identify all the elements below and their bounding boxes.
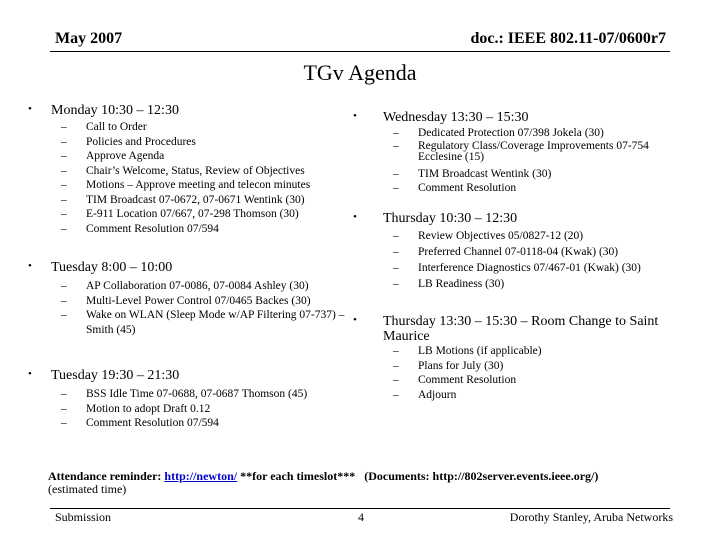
list-item: – LB Motions (if applicable) bbox=[393, 345, 542, 357]
list-item: – Chair’s Welcome, Status, Review of Objectives bbox=[61, 164, 305, 177]
bullet: • bbox=[28, 103, 32, 115]
list-item: – Policies and Procedures bbox=[61, 135, 196, 148]
list-item: – TIM Broadcast 07-0672, 07-0671 Wentink (30) bbox=[61, 193, 305, 206]
item-list bbox=[393, 126, 653, 196]
documents-link-text: (Documents: http://802server.events.ieee.org/) bbox=[364, 469, 599, 483]
list-item: – Preferred Channel 07-0118-04 (Kwak) (30) bbox=[393, 246, 619, 258]
page-number: 4 bbox=[358, 510, 364, 524]
list-item: – Comment Resolution bbox=[393, 182, 517, 194]
list-item: – TIM Broadcast Wentink (30) bbox=[393, 167, 552, 180]
bullet: • bbox=[353, 314, 357, 326]
list-item: – Motions – Approve meeting and telecon minutes bbox=[61, 179, 311, 191]
bullet: • bbox=[353, 211, 357, 223]
attendance-suffix: **for each timeslot*** bbox=[240, 469, 356, 483]
list-item: – AP Collaboration 07-0086, 07-0084 Ashley (30) bbox=[61, 280, 309, 292]
item-list bbox=[61, 279, 351, 337]
item-list bbox=[61, 120, 310, 236]
estimated-time-note: (estimated time) bbox=[48, 482, 127, 496]
list-item: – Approve Agenda bbox=[61, 150, 165, 162]
list-item: – E-911 Location 07/667, 07-298 Thomson (30) bbox=[61, 208, 299, 220]
session-heading: Tuesday 19:30 – 21:30 bbox=[51, 368, 180, 383]
item-list bbox=[393, 228, 641, 292]
session-heading: Tuesday 8:00 – 10:00 bbox=[51, 260, 173, 275]
session-heading: Monday 10:30 – 12:30 bbox=[51, 103, 179, 118]
list-item: – Interference Diagnostics 07/467-01 (Kwak) (30) bbox=[393, 262, 641, 274]
bullet: • bbox=[28, 368, 32, 380]
footer-author: Dorothy Stanley, Aruba Networks bbox=[509, 510, 673, 524]
list-item: – Review Objectives 05/0827-12 (20) bbox=[393, 230, 584, 242]
list-item: – Multi-Level Power Control 07/0465 Backes (30) bbox=[61, 294, 311, 307]
list-item: – Plans for July (30) bbox=[393, 359, 504, 372]
page-title: TGv Agenda bbox=[303, 60, 417, 85]
item-list bbox=[61, 387, 307, 431]
footer-rule bbox=[50, 508, 670, 509]
bullet: • bbox=[353, 110, 357, 122]
session-heading: Thursday 13:30 – 15:30 – Room Change to Saint Maurice bbox=[383, 314, 659, 344]
header-date: May 2007 bbox=[55, 30, 123, 47]
list-item: – Motion to adopt Draft 0.12 bbox=[61, 402, 211, 415]
list-item: – Wake on WLAN (Sleep Mode w/AP Filtering 07-737) – Smith (45) bbox=[61, 309, 345, 336]
header-rule bbox=[50, 51, 670, 52]
list-item: – BSS Idle Time 07-0688, 07-0687 Thomson (45) bbox=[61, 388, 308, 400]
item-list bbox=[393, 344, 542, 402]
list-item: – Adjourn bbox=[393, 388, 457, 401]
list-item: – Regulatory Class/Coverage Improvements 07-754 Ecclesine (15) bbox=[393, 139, 649, 163]
session-heading: Thursday 10:30 – 12:30 bbox=[383, 211, 518, 226]
list-item: – Dedicated Protection 07/398 Jokela (30) bbox=[393, 127, 604, 139]
footer-submission: Submission bbox=[55, 510, 112, 524]
header-doc-number: doc.: IEEE 802.11-07/0600r7 bbox=[470, 30, 666, 47]
bullet: • bbox=[28, 260, 32, 272]
session-heading: Wednesday 13:30 – 15:30 bbox=[383, 110, 529, 125]
list-item: – Comment Resolution bbox=[393, 374, 517, 386]
list-item: – LB Readiness (30) bbox=[393, 278, 505, 290]
attendance-link[interactable]: http://newton/ bbox=[164, 469, 238, 483]
list-item: – Comment Resolution 07/594 bbox=[61, 222, 219, 235]
list-item: – Call to Order bbox=[61, 121, 147, 133]
list-item: – Comment Resolution 07/594 bbox=[61, 417, 219, 429]
attendance-reminder bbox=[48, 469, 598, 484]
attendance-label: Attendance reminder: bbox=[48, 469, 162, 483]
